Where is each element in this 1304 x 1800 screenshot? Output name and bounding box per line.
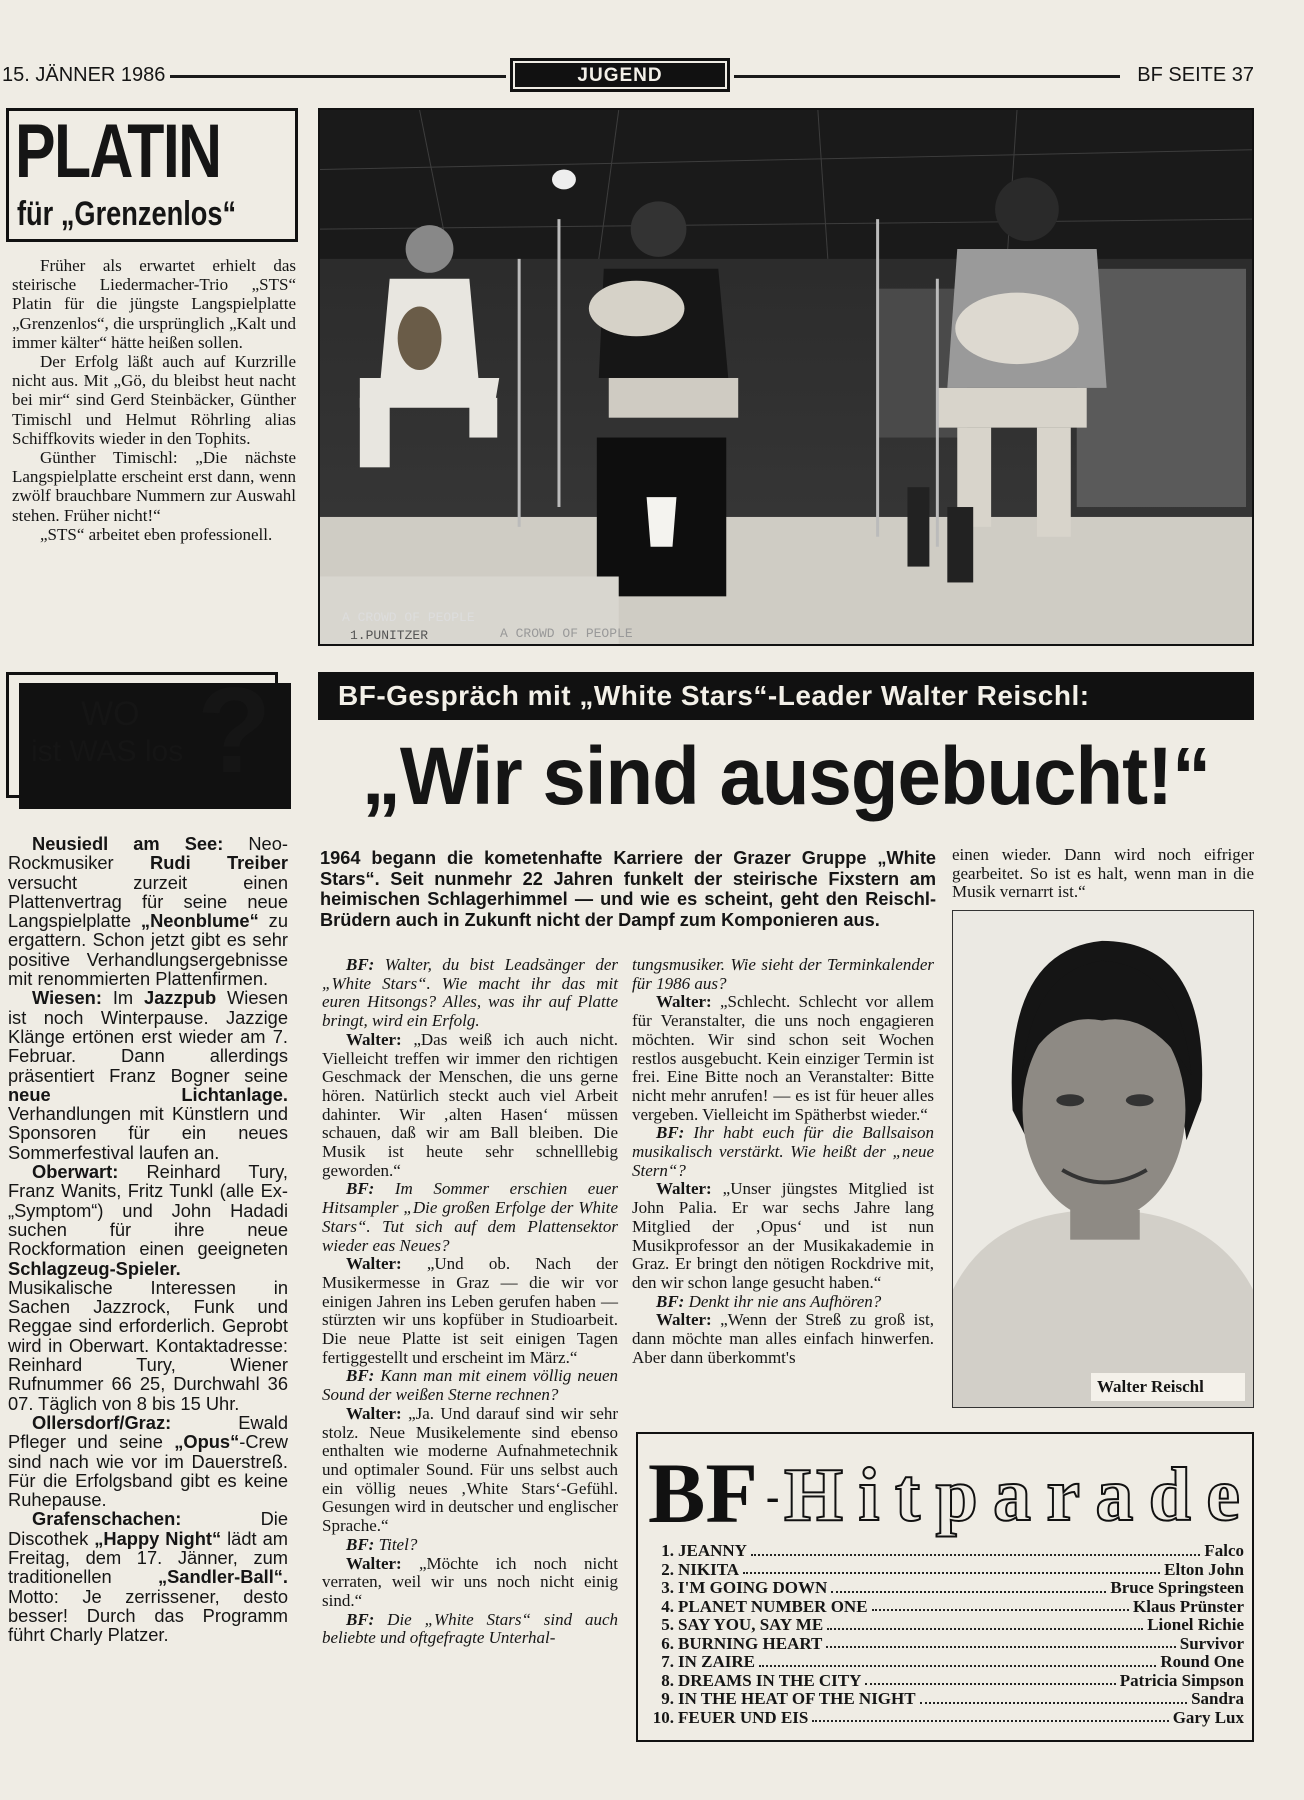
interview-headline: „Wir sind ausgebucht!“	[361, 731, 1211, 822]
logo-dash: -	[766, 1474, 780, 1519]
leader-dots	[826, 1635, 1175, 1649]
chart-title: PLANET NUMBER ONE	[678, 1596, 868, 1616]
interview-lead: 1964 begann die kometenhafte Karriere der Grazer Gruppe „White Stars“. Seit nunmehr 22 Jahren funkelt der steirische Fixstern am heimischen Schlagerhimmel — und wie es scheint, geht den Reischl-Brüdern auch in Zukunft nicht der Dampf zum Komponieren aus.	[320, 848, 936, 930]
listing-highlight: Schlagzeug-Spieler.	[8, 1257, 181, 1279]
logo-hitparade: Hitparade	[784, 1453, 1240, 1537]
speaker: Walter:	[346, 1553, 402, 1573]
answer-text: „Unser jüngstes Mitglied ist John Palia. Er war sechs Jahre lang Mitglied der ‚Opus‘ und ist nun Musikprofessor an der Musikakademie in Graz. Er bringt den nötigen Rockdrive mit, den wir schon lange gesucht haben.“	[632, 1179, 934, 1292]
chart-rank: 7.	[661, 1652, 674, 1671]
interview-question	[322, 956, 618, 1031]
question-text: Titel?	[374, 1534, 418, 1554]
platin-paragraph: Günther Timischl: „Die nächste Langspielplatte erscheint erst dann, wenn zwölf brauchbare Nummern zur Auswahl stehen. Früher nicht!“	[12, 448, 296, 525]
wo-line2: ist WAS los	[31, 735, 184, 768]
hitparade-list	[652, 1542, 1244, 1727]
answer-text: „Das weiß ich auch nicht. Vielleicht treffen wir immer den richtigen Geschmack der Menschen, die uns gerne hören. Natürlich steckt auch viel Arbeit dahinter. Wir ‚alten Hasen‘ müssen schauen, daß wir am Ball bleiben. Die Musik ist heute sehr schnelllebig geworden.“	[322, 1029, 618, 1180]
listing-text: Musikalische Interessen in Sachen Jazzrock, Funk und Reggae sind erforderlich. Geprobt wird in Oberwart. Kontaktadresse: Reinhard Tury, Wiener Rufnummer 66 25, Durchwahl 36 07. Täglich von 8 bis 15 Uhr.	[8, 1276, 288, 1414]
listing-text: versucht zurzeit einen Plattenvertrag für seine neue Langspielplatte	[8, 871, 288, 932]
hitparade-logo	[648, 1440, 1248, 1540]
chart-entry	[652, 1672, 1244, 1691]
leader-dots	[759, 1653, 1156, 1667]
interview-answer	[632, 993, 934, 1124]
portrait-caption: Walter Reischl	[1091, 1373, 1245, 1401]
stage-stencil: 1.PUNITZER	[350, 628, 429, 643]
interview-answer: einen wieder. Dann wird noch eifriger gearbeitet. So ist es halt, wenn man in die Musik vernarrt ist.“	[952, 845, 1254, 902]
chart-rank: 6.	[661, 1633, 674, 1653]
page-header	[0, 58, 1304, 98]
listing-text: Ewald Pfleger und seine	[8, 1411, 288, 1453]
section-label-text: JUGEND	[515, 63, 725, 87]
chart-artist: Gary Lux	[1172, 1707, 1244, 1727]
chart-rank: 2.	[661, 1559, 674, 1579]
listing-text: Im	[101, 987, 145, 1009]
chart-title: DREAMS IN THE CITY	[678, 1670, 862, 1690]
platin-subtitle: für „Grenzenlos“	[17, 195, 237, 233]
interview-answer	[632, 1180, 934, 1292]
leader-dots	[812, 1709, 1168, 1723]
leader-dots	[872, 1598, 1129, 1612]
listing-text: -Crew sind nach wie vor im Dauerstreß. Für die Erfolgsband gibt es keine Ruhepause.	[8, 1431, 288, 1511]
leader-dots	[743, 1561, 1160, 1575]
question-text: Kann man mit einem völlig neuen Sound der weißen Sterne rechnen?	[322, 1366, 618, 1405]
wo-line1: WO	[81, 695, 140, 733]
interview-question	[322, 1180, 618, 1255]
chart-artist: Sandra	[1191, 1689, 1244, 1708]
answer-text: „Und ob. Nach der Musikermesse in Graz — die wir vor einigen Jahren ins Leben gerufen haben — stürzten wir uns kopfüber in Studioarbeit. Die neue Platte ist seit einigen Tagen fertiggestellt und erscheint im März.“	[322, 1254, 618, 1367]
stage-stencil: A CROWD OF PEOPLE	[500, 626, 633, 641]
listing-text: Reinhard Tury, Franz Wanits, Fritz Tunkl (alle Ex-„Symptom“) und John Hadadi suchen für ihre neue Rockformation einen geeigneten	[8, 1161, 288, 1260]
platin-title: PLATIN	[15, 109, 221, 194]
leader-dots	[920, 1690, 1187, 1704]
listing-item	[8, 1162, 288, 1413]
listing-text: zu ergattern. Schon jetzt gibt es sehr positive Verhandlungsergebnisse mit renommierten Plattenfirmen.	[8, 910, 288, 990]
speaker: BF:	[346, 1609, 375, 1629]
question-text: Im Sommer erschien euer Hitsampler „Die großen Erfolge der White Stars“. Tut sich auf dem Plattensektor wieder eas Neues?	[322, 1179, 618, 1255]
interview-question	[322, 1536, 618, 1555]
chart-entry	[652, 1635, 1244, 1654]
interview-answer	[322, 1031, 618, 1181]
speaker: BF:	[346, 955, 375, 974]
speaker: BF:	[346, 1179, 375, 1199]
header-rule-left	[170, 75, 506, 78]
listing-text: Die Discothek	[8, 1508, 288, 1549]
speaker: Walter:	[656, 1310, 712, 1330]
concert-photo	[318, 108, 1254, 646]
speaker: BF:	[656, 1123, 685, 1143]
portrait-photo	[952, 910, 1254, 1408]
chart-artist: Klaus Prünster	[1133, 1596, 1244, 1616]
answer-text: „Schlecht. Schlecht vor allem für Veranstalter, die uns noch engagieren möchten. Wir sind schon seit Wochen restlos ausgebucht. Kein einziger Termin ist frei. Eine Bitte noch an Veranstalter: Bitte nicht mehr anrufen! — es ist für heuer alles vergeben. Vielleicht im Spätherbst wieder.“	[632, 992, 934, 1124]
question-text: Walter, du bist Leadsänger der „White Stars“. Wie macht ihr das mit euren Hitsongs? Alles, was ihr auf Platte bringt, wird ein Erfolg.	[322, 955, 618, 1031]
chart-rank: 10.	[652, 1707, 674, 1727]
chart-artist: Bruce Springsteen	[1110, 1578, 1244, 1597]
listing-highlight: „Happy Night“	[94, 1527, 222, 1549]
chart-title: I'M GOING DOWN	[678, 1578, 828, 1597]
listing-item	[8, 1509, 288, 1644]
chart-entry	[652, 1709, 1244, 1728]
chart-entry	[652, 1690, 1244, 1709]
leader-dots	[831, 1579, 1106, 1593]
leader-dots	[865, 1672, 1115, 1686]
chart-artist: Falco	[1204, 1541, 1244, 1560]
question-mark: ?	[197, 662, 272, 798]
chart-entry	[652, 1598, 1244, 1617]
header-rule-right	[734, 75, 1120, 78]
chart-rank: 5.	[661, 1615, 674, 1634]
logo-bf: BF	[648, 1445, 758, 1540]
chart-rank: 1.	[661, 1541, 674, 1560]
question-text: Ihr habt euch für die Ballsaison musikalisch verstärkt. Wie heißt der „neue Stern“?	[632, 1123, 934, 1180]
portrait-image	[953, 911, 1253, 1407]
interview-question	[322, 1367, 618, 1404]
question-text: tungsmusiker. Wie sieht der Terminkalender für 1986 aus?	[632, 955, 934, 993]
issue-date: 15. JÄNNER 1986	[2, 64, 166, 86]
interview-question	[632, 1293, 934, 1312]
hitparade-box	[636, 1432, 1254, 1742]
page-number: BF SEITE 37	[1137, 64, 1254, 86]
leader-dots	[827, 1616, 1143, 1630]
listing-item	[8, 834, 288, 988]
chart-title: FEUER UND EIS	[678, 1707, 809, 1727]
interview-column-2	[632, 956, 934, 1367]
chart-rank: 9.	[661, 1689, 674, 1708]
chart-artist: Lionel Richie	[1147, 1615, 1244, 1634]
chart-title: SAY YOU, SAY ME	[678, 1615, 824, 1634]
answer-text: „Ja. Und darauf sind wir sehr stolz. Neue Musikelemente sind ebenso enthalten wie moderne Aufnahmetechnik und optimaler Sound. Für uns selbst auch ein völlig neues ‚White Stars‘-Gefühl. Gesungen wird in deutscher und englischer Sprache.“	[322, 1403, 618, 1536]
answer-text: „Wenn der Streß zu groß ist, dann möchte man alles einfach hinwerfen. Aber dann überkommt's	[632, 1310, 934, 1367]
chart-title: JEANNY	[678, 1541, 747, 1560]
interview-answer	[322, 1405, 618, 1536]
listing-text: lädt am Freitag, dem 17. Jänner, zum traditionellen	[8, 1527, 288, 1588]
listing-highlight: neue Lichtanlage.	[8, 1083, 288, 1105]
interview-column-1	[322, 956, 618, 1648]
listing-highlight: „Sandler-Ball“.	[157, 1566, 288, 1588]
chart-rank: 3.	[661, 1578, 674, 1597]
platin-paragraph: Der Erfolg läßt auch auf Kurzrille nicht aus. Mit „Gö, du bleibst heut nacht bei mir“ sind Gerd Steinbäcker, Günther Timischl und Helmut Röhrling alias Schiffkovits wieder in den Tophits.	[12, 352, 296, 448]
interview-question	[322, 1611, 618, 1648]
interview-answer	[632, 1311, 934, 1367]
chart-rank: 4.	[661, 1596, 674, 1616]
listing-place: Oberwart:	[32, 1161, 119, 1183]
interview-question	[632, 1124, 934, 1180]
question-text: Die „White Stars“ sind auch beliebte und oftgefragte Unterhal-	[322, 1609, 618, 1648]
chart-title: NIKITA	[678, 1559, 740, 1579]
listing-highlight: Jazzpub	[144, 987, 217, 1009]
stage-stencil: A CROWD OF PEOPLE	[342, 610, 475, 625]
interview-answer	[322, 1555, 618, 1611]
listing-highlight: „Neonblume“	[140, 910, 259, 932]
chart-entry	[652, 1616, 1244, 1635]
platin-paragraph: Früher als erwartet erhielt das steirische Liedermacher-Trio „STS“ Platin für die jüngste Langspielplatte „Grenzenlos“, die ursprünglich „Kalt und immer kälter“ hätte heißen sollen.	[12, 256, 296, 352]
interview-answer	[322, 1255, 618, 1367]
speaker: BF:	[346, 1534, 375, 1554]
interview-banner: BF-Gespräch mit „White Stars“-Leader Walter Reischl:	[318, 672, 1254, 720]
chart-entry	[652, 1542, 1244, 1561]
answer-text: „Möchte ich noch nicht verraten, weil wir uns noch nicht einig sind.“	[322, 1553, 618, 1610]
concert-photo-image	[320, 110, 1252, 644]
speaker: BF:	[346, 1366, 375, 1386]
chart-rank: 8.	[661, 1670, 674, 1690]
listing-place: Ollersdorf/Graz:	[32, 1411, 172, 1433]
platin-article	[12, 256, 296, 544]
platin-headline-box	[6, 108, 298, 242]
chart-artist: Survivor	[1179, 1633, 1244, 1653]
chart-title: IN THE HEAT OF THE NIGHT	[678, 1689, 916, 1708]
chart-artist: Elton John	[1164, 1559, 1244, 1579]
chart-entry	[652, 1653, 1244, 1672]
wo-ist-was-los-box	[6, 662, 278, 798]
platin-paragraph: „STS“ arbeitet eben professionell.	[40, 524, 273, 544]
chart-title: BURNING HEART	[678, 1633, 823, 1653]
listing-place: Wiesen:	[32, 987, 102, 1009]
hitparade-logo-image	[648, 1440, 1248, 1540]
listing-text: Verhandlungen mit Künstlern und Sponsoren für ein neues Sommerfestival laufen an.	[8, 1103, 288, 1163]
interview-column-3	[952, 846, 1254, 902]
speaker: Walter:	[656, 1179, 712, 1199]
listing-item	[8, 988, 288, 1162]
speaker: BF:	[656, 1291, 685, 1311]
chart-artist: Round One	[1160, 1652, 1244, 1671]
listing-highlight: „Opus“	[174, 1431, 240, 1453]
listing-place: Grafenschachen:	[32, 1508, 182, 1530]
listing-text: Wiesen ist noch Winterpause. Jazzige Klänge ertönen erst wieder am 7. Februar. Dann allerdings präsentiert Franz Bogner seine	[8, 987, 289, 1086]
question-text: Denkt ihr nie ans Aufhören?	[684, 1291, 882, 1311]
section-label	[510, 58, 730, 92]
speaker: Walter:	[346, 1254, 402, 1274]
chart-artist: Patricia Simpson	[1119, 1670, 1244, 1690]
speaker: Walter:	[346, 1029, 402, 1049]
interview-question	[632, 956, 934, 993]
listing-text: Neo-Rockmusiker	[8, 833, 288, 874]
wo-ist-was-los-listing	[8, 834, 288, 1644]
listing-highlight: Rudi Treiber	[150, 852, 288, 874]
speaker: Walter:	[346, 1403, 402, 1423]
chart-title: IN ZAIRE	[678, 1652, 755, 1671]
speaker: Walter:	[656, 992, 712, 1012]
chart-entry	[652, 1579, 1244, 1598]
leader-dots	[751, 1542, 1200, 1556]
listing-item	[8, 1413, 288, 1509]
listing-place: Neusiedl am See:	[32, 833, 224, 854]
listing-text: Motto: Je zerrissener, desto besser! Durch das Programm führt Charly Platzer.	[8, 1585, 288, 1646]
chart-entry	[652, 1561, 1244, 1580]
